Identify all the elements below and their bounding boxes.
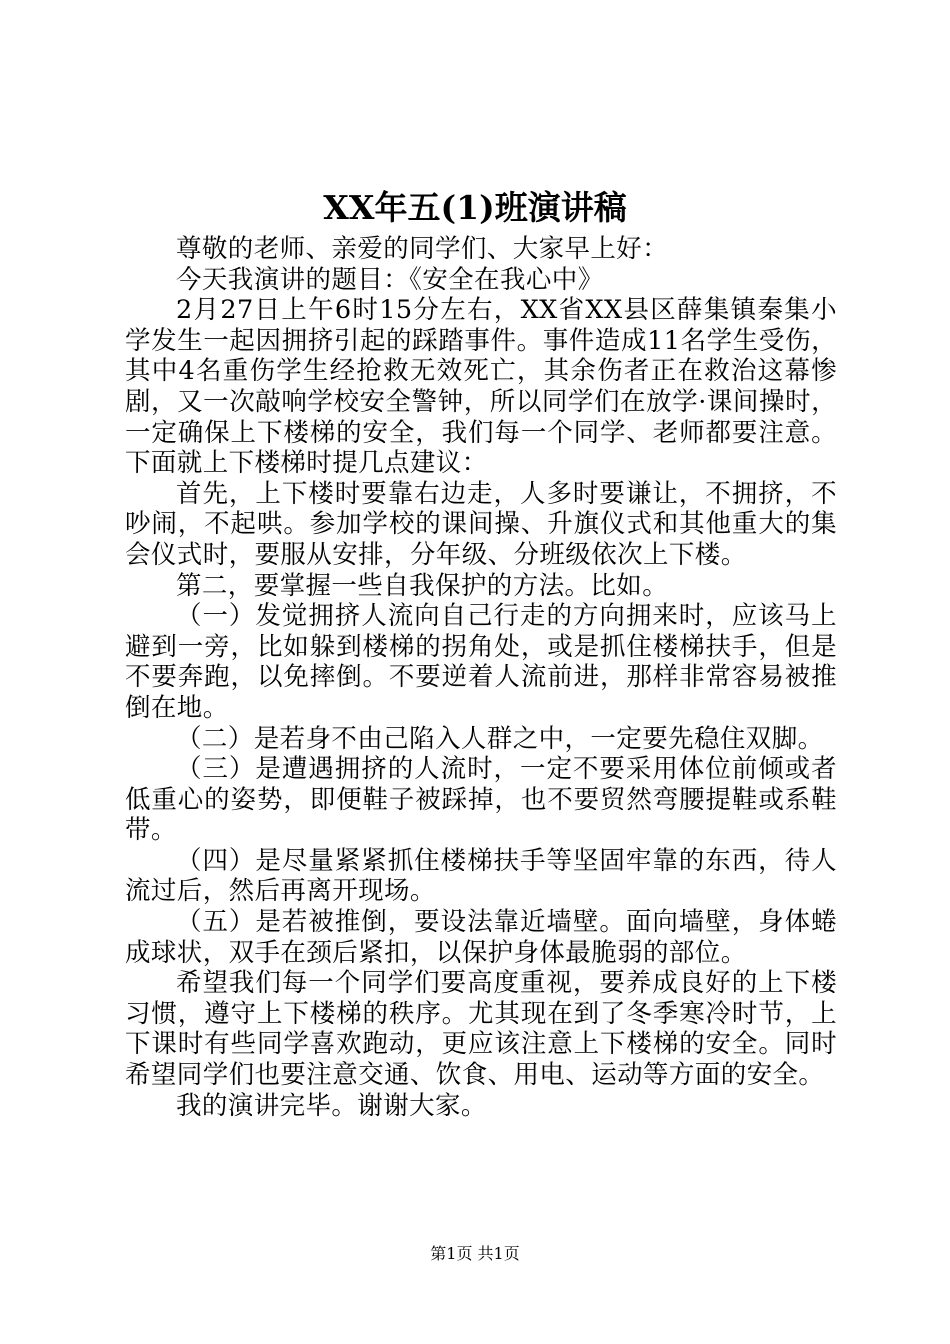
- paragraph-item-3: （三）是遭遇拥挤的人流时，一定不要采用体位前倾或者低重心的姿势，即便鞋子被踩掉，也不要贸然弯腰提鞋或系鞋带。: [125, 754, 837, 846]
- paragraph-item-2: （二）是若身不由己陷入人群之中，一定要先稳住双脚。: [176, 723, 824, 754]
- paragraph-closing: 我的演讲完毕。谢谢大家。: [176, 1090, 487, 1121]
- paragraph-second-advice: 第二，要掌握一些自我保护的方法。比如。: [176, 570, 669, 601]
- paragraph-first-advice: 首先，上下楼时要靠右边走，人多时要谦让，不拥挤，不吵闹，不起哄。参加学校的课间操、升旗仪式和其他重大的集会仪式时，要服从安排，分年级、分班级依次上下楼。: [125, 478, 837, 570]
- page-footer: 第1页 共1页: [430, 1244, 520, 1263]
- document-body: [125, 234, 837, 1121]
- paragraph-hope: 希望我们每一个同学们要高度重视，要养成良好的上下楼习惯，遵守上下楼梯的秩序。尤其现在到了冬季寒冷时节，上下课时有些同学喜欢跑动，更应该注意上下楼梯的安全。同时希望同学们也要注意交通、饮食、用电、运动等方面的安全。: [125, 968, 837, 1091]
- paragraph-item-1: （一）发觉拥挤人流向自己行走的方向拥来时，应该马上避到一旁，比如躲到楼梯的拐角处，或是抓住楼梯扶手，但是不要奔跑，以免摔倒。不要逆着人流前进，那样非常容易被推倒在地。: [125, 601, 837, 723]
- paragraph-topic: 今天我演讲的题目：《安全在我心中》: [176, 264, 604, 295]
- paragraph-item-5: （五）是若被推倒，要设法靠近墙壁。面向墙壁，身体蜷成球状，双手在颈后紧扣，以保护身体最脆弱的部位。: [125, 907, 837, 968]
- paragraph-item-4: （四）是尽量紧紧抓住楼梯扶手等坚固牢靠的东西，待人流过后，然后再离开现场。: [125, 845, 837, 907]
- document-title: XX年五(1)班演讲稿: [323, 188, 627, 227]
- paragraph-incident: 2月27日上午6时15分左右，XX省XX县区薛集镇秦集小学发生一起因拥挤引起的踩踏事件。事件造成11名学生受伤，其中4名重伤学生经抢救无效死亡，其余伤者正在救治这幕惨剧，又一次敲响学校安全警钟，所以同学们在放学·课间操时，一定确保上下楼梯的安全，我们每一个同学、老师都要注意。下面就上下楼梯时提几点建议：: [125, 295, 837, 479]
- paragraph-greeting: 尊敬的老师、亲爱的同学们、大家早上好：: [176, 234, 669, 264]
